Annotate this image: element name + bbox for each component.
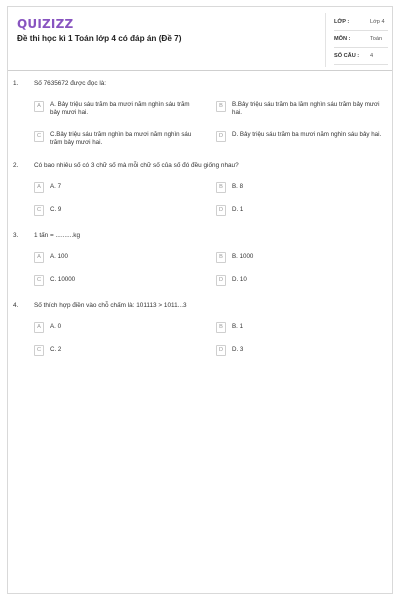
meta-key: LỚP : (334, 19, 350, 25)
option-letter-box: D (216, 205, 226, 216)
option-text: C.Bảy triệu sáu trăm nghìn ba mươi năm nghìn sáu trăm bảy mươi hai. (50, 131, 192, 147)
question-text: Có bao nhiêu số có 3 chữ số mà mỗi chữ số của số đó đều giống nhau? (34, 162, 239, 169)
option-letter-box: C (34, 275, 44, 286)
meta-key: SỐ CÂU : (334, 53, 360, 59)
option-letter-box: C (34, 131, 44, 142)
worksheet-header (8, 7, 392, 71)
option-letter-box: D (216, 275, 226, 286)
option-text: C. 10000 (50, 276, 76, 283)
option-text: C. 9 (50, 206, 62, 213)
option-letter-box: A (34, 322, 44, 333)
option-text: D. 1 (232, 206, 244, 213)
meta-key: MÔN : (334, 36, 351, 42)
option-letter-box: B (216, 252, 226, 263)
question-text: Số thích hợp điền vào chỗ chấm là: 101113 > 1011...3 (34, 302, 187, 309)
option-text: A. 100 (50, 253, 68, 260)
option-text: D. Bảy triệu sáu trăm ba mươi năm nghìn sáu bảy hai. (232, 131, 382, 138)
question-number: 3. (13, 232, 19, 239)
question-text: 1 tấn = ..........kg (34, 232, 81, 239)
option-letter-box: B (216, 322, 226, 333)
quizizz-logo: QUIZIZZ (17, 17, 74, 31)
option-text: B. 1 (232, 323, 244, 330)
question-number: 1. (13, 80, 19, 87)
option-letter-box: A (34, 182, 44, 193)
question-text: Số 7635672 được đọc là: (34, 80, 107, 87)
option-text: A. 0 (50, 323, 62, 330)
option-letter-box: A (34, 101, 44, 112)
meta-value: 4 (370, 53, 374, 59)
option-text: D. 3 (232, 346, 244, 353)
question-number: 4. (13, 302, 19, 309)
option-text: C. 2 (50, 346, 62, 353)
question-number: 2. (13, 162, 19, 169)
option-text: A. 7 (50, 183, 62, 190)
option-letter-box: D (216, 345, 226, 356)
option-text: A. Bảy triệu sáu trăm ba mươi năm nghìn sáu trăm bảy mươi hai. (50, 101, 190, 117)
option-letter-box: C (34, 345, 44, 356)
worksheet-title: Đề thi học kì 1 Toán lớp 4 có đáp án (Đề 7) (17, 34, 182, 43)
meta-row-subject (334, 32, 388, 48)
option-letter-box: B (216, 182, 226, 193)
worksheet-page (7, 6, 393, 594)
option-text: D. 10 (232, 276, 247, 283)
option-text: B.Bảy triệu sáu trăm ba lăm nghìn sáu trăm bảy mươi hai. (232, 101, 380, 117)
meta-row-grade (334, 15, 388, 31)
option-letter-box: B (216, 101, 226, 112)
option-letter-box: A (34, 252, 44, 263)
meta-value: Toán (370, 36, 383, 42)
option-text: B. 1000 (232, 253, 254, 260)
option-letter-box: C (34, 205, 44, 216)
meta-value: Lớp 4 (370, 19, 385, 25)
worksheet-meta (325, 13, 392, 67)
option-text: B. 8 (232, 183, 244, 190)
option-letter-box: D (216, 131, 226, 142)
meta-row-count (334, 49, 388, 65)
